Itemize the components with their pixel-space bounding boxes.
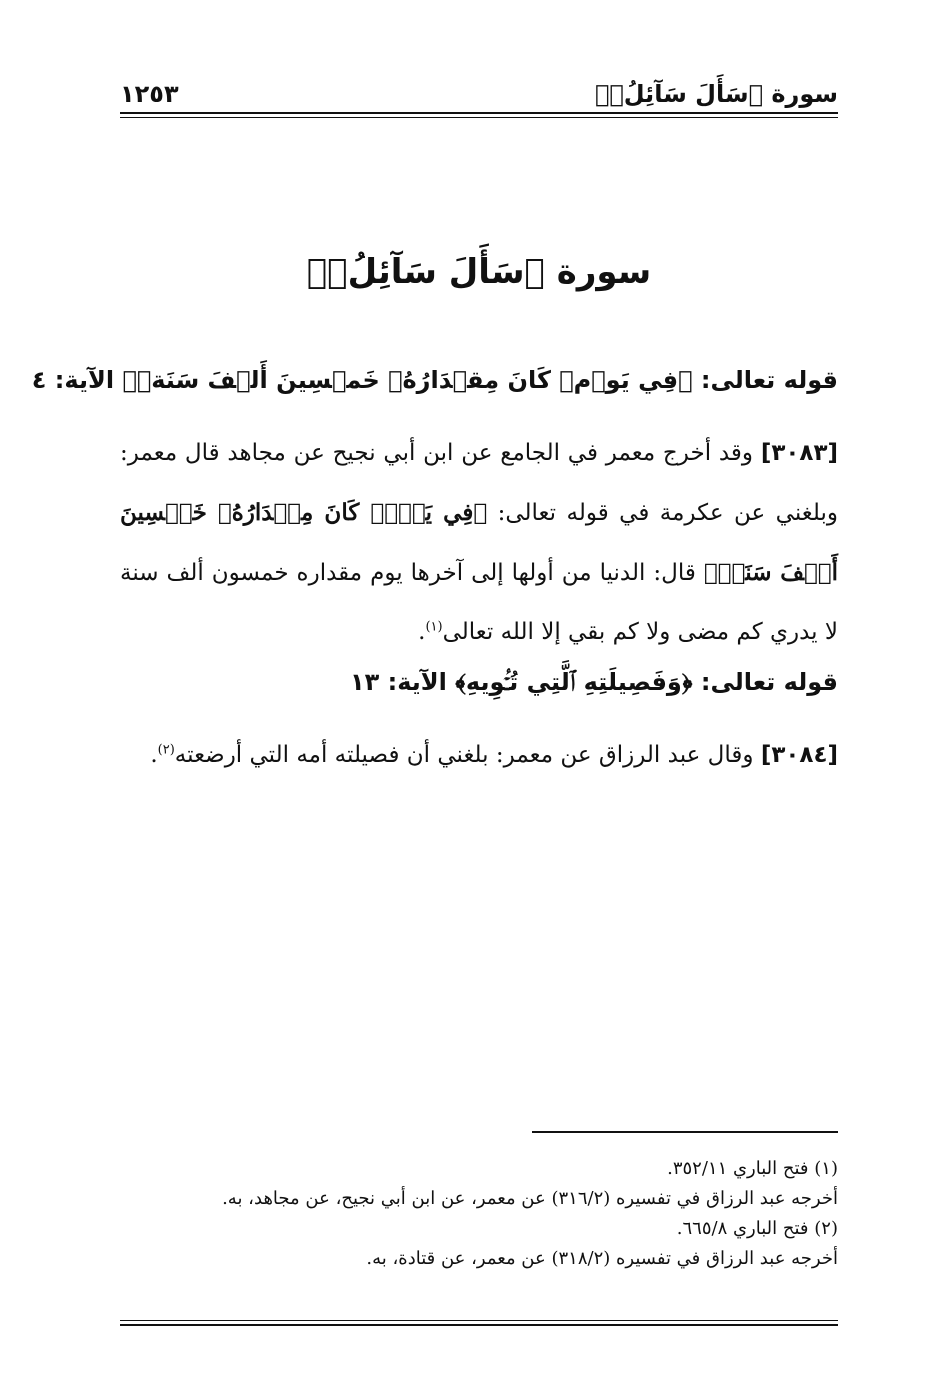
entry-number: [٣٠٨٤] (760, 742, 838, 768)
heading-suffix: الآية: ٤ (31, 366, 115, 394)
entry-paragraph-3083 (120, 424, 838, 662)
entry-paragraph-3084 (120, 726, 838, 785)
footnote-1-detail: أخرجه عبد الرزاق في تفسيره (٣١٦/٢) عن معمر، عن ابن أبي نجيح، عن مجاهد، به. (222, 1188, 838, 1209)
page-number: ١٢٥٣ (120, 80, 179, 108)
entry-text: وقد أخرج معمر في الجامع عن ابن أبي نجيح عن مجاهد قال معمر: وبلغني عن عكرمة في قوله تعالى: (120, 440, 838, 526)
quran-quote: ﴿فِي يَوۡمٖ كَانَ مِقۡدَارُهُۥ خَمۡسِينَ أَلۡفَ سَنَةٖ﴾ (120, 499, 838, 586)
footnote-2-detail: أخرجه عبد الرزاق في تفسيره (٣١٨/٢) عن معمر، عن قتادة، به. (366, 1248, 838, 1269)
heading-quran: ﴿فِي يَوۡمٖ كَانَ مِقۡدَارُهُۥ خَمۡسِينَ أَلۡفَ سَنَةٖ﴾ (122, 366, 693, 394)
footnotes (120, 1154, 838, 1274)
verse-heading-2 (120, 668, 838, 696)
footnote-source: فتح الباري ٣٥٢/١١. (667, 1158, 809, 1179)
heading-suffix: الآية: ١٣ (349, 668, 447, 696)
header-rule (120, 112, 838, 118)
running-header-surah: سورة ﴿سَأَلَ سَآئِلُۢ﴾ (594, 80, 838, 108)
entry-text: وقال عبد الرزاق عن معمر: بلغني أن فصيلته أمه التي أرضعته (174, 742, 754, 768)
period: . (150, 742, 158, 768)
footnote-2 (120, 1214, 838, 1244)
entry-text: قال: الدنيا من أولها إلى آخرها يوم مقداره خمسون ألف سنة لا يدري كم مضى ولا كم بقي إلا الله تعالى (120, 560, 838, 645)
running-header (120, 74, 838, 108)
footnote-1 (120, 1154, 838, 1184)
surah-title: سورة ﴿سَأَلَ سَآئِلُۢ﴾ (306, 252, 652, 292)
footnote-ref: (٢) (157, 742, 175, 758)
footnote-ref: (١) (425, 619, 443, 635)
heading-quran: ﴿وَفَصِيلَتِهِ ٱلَّتِي تُـٔۡوِيهِ﴾ (455, 668, 693, 696)
heading-prefix: قوله تعالى: (700, 668, 838, 696)
footnote-separator (532, 1131, 838, 1133)
heading-prefix: قوله تعالى: (700, 366, 838, 394)
footnote-source: فتح الباري ٦٦٥/٨. (676, 1218, 809, 1239)
period: . (418, 619, 426, 645)
footnote-marker: (٢) (814, 1218, 838, 1239)
bottom-rule (120, 1320, 838, 1326)
verse-heading-1 (31, 366, 838, 394)
footnote-marker: (١) (814, 1158, 838, 1179)
entry-number: [٣٠٨٣] (760, 440, 838, 466)
